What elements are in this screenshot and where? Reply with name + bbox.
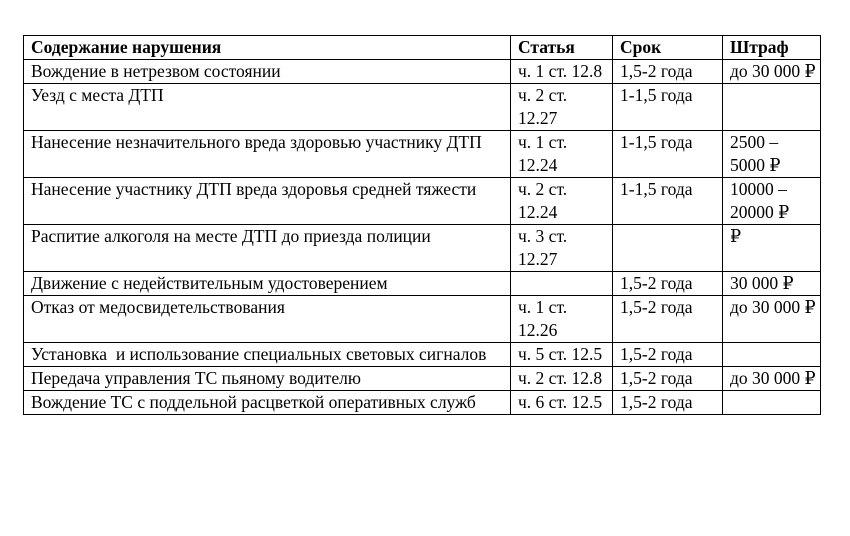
row-term: 1-1,5 года [613, 84, 723, 131]
row-fine: 10000 – 20000 ₽ [723, 178, 821, 225]
row-fine: 30 000 ₽ [723, 272, 821, 296]
row-article: ч. 1 ст. 12.24 [511, 131, 613, 178]
table-row [24, 367, 821, 391]
row-article: ч. 2 ст. 12.24 [511, 178, 613, 225]
row-term: 1-1,5 года [613, 131, 723, 178]
row-article: ч. 1 ст. 12.26 [511, 296, 613, 343]
row-term: 1,5-2 года [613, 343, 723, 367]
header-row [24, 36, 821, 60]
row-description: Передача управления ТС пьяному водителю [24, 367, 511, 391]
header-fine: Штраф [723, 36, 821, 60]
table-body [24, 60, 821, 415]
row-article: ч. 5 ст. 12.5 [511, 343, 613, 367]
row-fine [723, 343, 821, 367]
row-term: 1-1,5 года [613, 178, 723, 225]
row-article: ч. 1 ст. 12.8 [511, 60, 613, 84]
header-article: Статья [511, 36, 613, 60]
row-description: Уезд с места ДТП [24, 84, 511, 131]
row-description: Установка и использование специальных световых сигналов [24, 343, 511, 367]
row-term: 1,5-2 года [613, 367, 723, 391]
table-row [24, 131, 821, 178]
row-article: ч. 3 ст. 12.27 [511, 225, 613, 272]
row-term [613, 225, 723, 272]
row-description: Нанесение участнику ДТП вреда здоровья средней тяжести [24, 178, 511, 225]
row-fine [723, 84, 821, 131]
row-fine [723, 391, 821, 415]
row-description: Распитие алкоголя на месте ДТП до приезда полиции [24, 225, 511, 272]
table-row [24, 178, 821, 225]
row-article: ч. 2 ст. 12.27 [511, 84, 613, 131]
header-term: Срок [613, 36, 723, 60]
row-fine: ₽ [723, 225, 821, 272]
row-description: Нанесение незначительного вреда здоровью участнику ДТП [24, 131, 511, 178]
row-term: 1,5-2 года [613, 60, 723, 84]
row-description: Отказ от медосвидетельствования [24, 296, 511, 343]
table-row [24, 391, 821, 415]
row-fine: 2500 – 5000 ₽ [723, 131, 821, 178]
table-row [24, 296, 821, 343]
table-row [24, 343, 821, 367]
row-fine: до 30 000 ₽ [723, 60, 821, 84]
row-term: 1,5-2 года [613, 391, 723, 415]
row-fine: до 30 000 ₽ [723, 367, 821, 391]
row-description: Вождение ТС с поддельной расцветкой оперативных служб [24, 391, 511, 415]
violations-table [23, 35, 821, 415]
table-header [24, 36, 821, 60]
header-description: Содержание нарушения [24, 36, 511, 60]
row-term: 1,5-2 года [613, 272, 723, 296]
row-description: Движение с недействительным удостоверением [24, 272, 511, 296]
row-term: 1,5-2 года [613, 296, 723, 343]
row-article: ч. 6 ст. 12.5 [511, 391, 613, 415]
row-article [511, 272, 613, 296]
row-fine: до 30 000 ₽ [723, 296, 821, 343]
row-article: ч. 2 ст. 12.8 [511, 367, 613, 391]
table-row [24, 60, 821, 84]
table-row [24, 225, 821, 272]
table-row [24, 272, 821, 296]
row-description: Вождение в нетрезвом состоянии [24, 60, 511, 84]
table-row [24, 84, 821, 131]
